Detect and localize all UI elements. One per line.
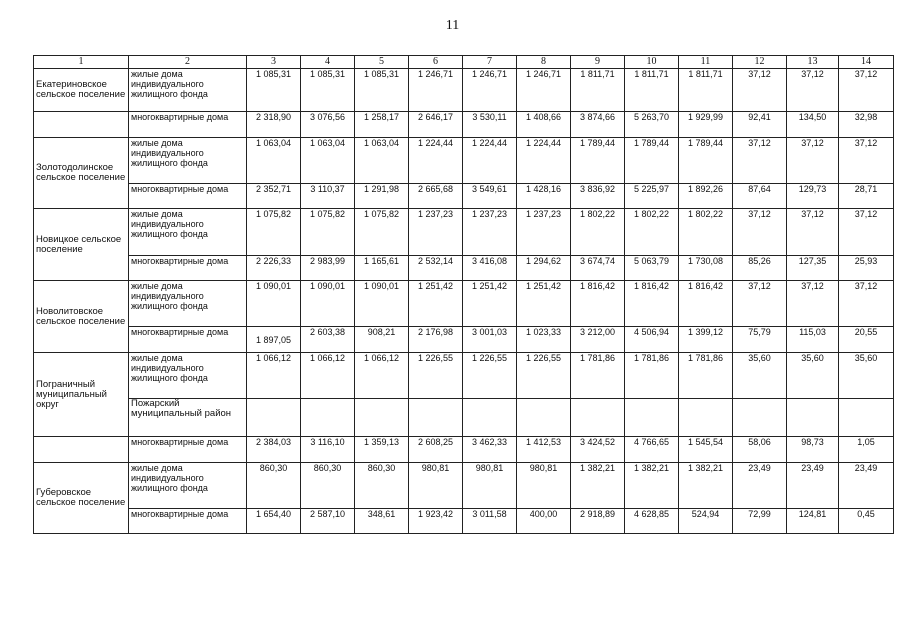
value-cell: 1 929,99 <box>679 112 733 138</box>
value-cell: 3 212,00 <box>571 327 625 353</box>
housing-type-cell: жилые дома индивидуального жилищного фонда <box>129 209 247 256</box>
value-cell <box>355 399 409 437</box>
value-cell: 1 802,22 <box>571 209 625 256</box>
column-header: 14 <box>839 56 894 69</box>
value-cell: 1 399,12 <box>679 327 733 353</box>
value-cell: 1 816,42 <box>625 281 679 327</box>
value-cell: 3 674,74 <box>571 256 625 281</box>
value-cell: 3 549,61 <box>463 184 517 209</box>
value-cell: 1 075,82 <box>355 209 409 256</box>
tariff-table <box>33 55 894 534</box>
value-cell: 2 665,68 <box>409 184 463 209</box>
column-header: 2 <box>129 56 247 69</box>
value-cell <box>679 399 733 437</box>
table-body <box>34 69 894 534</box>
housing-type-cell: жилые дома индивидуального жилищного фонда <box>129 138 247 184</box>
value-cell: 2 603,38 <box>301 327 355 353</box>
municipality-cell: Пожарский муниципальный район <box>129 399 247 437</box>
housing-type-cell: многоквартирные дома <box>129 184 247 209</box>
value-cell: 3 874,66 <box>571 112 625 138</box>
column-header: 1 <box>34 56 129 69</box>
value-cell: 3 076,56 <box>301 112 355 138</box>
value-cell: 23,49 <box>839 463 894 509</box>
value-cell: 2 352,71 <box>247 184 301 209</box>
value-cell: 37,12 <box>839 209 894 256</box>
value-cell: 980,81 <box>409 463 463 509</box>
municipality-cell <box>34 437 129 463</box>
column-header: 13 <box>787 56 839 69</box>
page-number: 11 <box>445 18 460 33</box>
value-cell: 3 116,10 <box>301 437 355 463</box>
value-cell: 1 063,04 <box>247 138 301 184</box>
value-cell: 5 063,79 <box>625 256 679 281</box>
column-header: 10 <box>625 56 679 69</box>
value-cell: 23,49 <box>787 463 839 509</box>
value-cell: 1,05 <box>839 437 894 463</box>
value-cell: 1 892,26 <box>679 184 733 209</box>
value-cell: 1 063,04 <box>301 138 355 184</box>
column-header: 8 <box>517 56 571 69</box>
value-cell: 1 258,17 <box>355 112 409 138</box>
value-cell: 1 246,71 <box>517 69 571 112</box>
column-header: 7 <box>463 56 517 69</box>
value-cell: 860,30 <box>355 463 409 509</box>
value-cell: 35,60 <box>787 353 839 399</box>
value-cell: 0,45 <box>839 509 894 534</box>
table-row <box>34 353 894 399</box>
value-cell <box>571 399 625 437</box>
value-cell: 1 066,12 <box>355 353 409 399</box>
value-cell: 1 654,40 <box>247 509 301 534</box>
table-row <box>34 437 894 463</box>
value-cell: 35,60 <box>839 353 894 399</box>
housing-type-cell: многоквартирные дома <box>129 256 247 281</box>
table-row <box>34 112 894 138</box>
value-cell: 860,30 <box>247 463 301 509</box>
value-cell: 1 811,71 <box>625 69 679 112</box>
column-header: 5 <box>355 56 409 69</box>
value-cell: 3 836,92 <box>571 184 625 209</box>
value-cell: 1 165,61 <box>355 256 409 281</box>
table-row <box>34 256 894 281</box>
value-cell: 1 090,01 <box>247 281 301 327</box>
value-cell <box>839 399 894 437</box>
value-cell: 1 897,05 <box>247 327 301 353</box>
value-cell: 2 226,33 <box>247 256 301 281</box>
value-cell: 72,99 <box>733 509 787 534</box>
value-cell: 28,71 <box>839 184 894 209</box>
value-cell: 524,94 <box>679 509 733 534</box>
value-cell: 1 226,55 <box>517 353 571 399</box>
value-cell: 87,64 <box>733 184 787 209</box>
value-cell: 37,12 <box>733 69 787 112</box>
value-cell: 1 382,21 <box>571 463 625 509</box>
value-cell: 37,12 <box>839 281 894 327</box>
value-cell: 3 001,03 <box>463 327 517 353</box>
column-header: 11 <box>679 56 733 69</box>
value-cell: 35,60 <box>733 353 787 399</box>
value-cell: 37,12 <box>733 281 787 327</box>
value-cell <box>787 399 839 437</box>
value-cell: 3 424,52 <box>571 437 625 463</box>
value-cell: 2 384,03 <box>247 437 301 463</box>
housing-type-cell: жилые дома индивидуального жилищного фонда <box>129 353 247 399</box>
value-cell: 1 063,04 <box>355 138 409 184</box>
column-header: 3 <box>247 56 301 69</box>
value-cell: 1 923,42 <box>409 509 463 534</box>
value-cell: 1 085,31 <box>301 69 355 112</box>
value-cell: 1 226,55 <box>463 353 517 399</box>
value-cell: 4 506,94 <box>625 327 679 353</box>
value-cell: 1 066,12 <box>301 353 355 399</box>
value-cell: 5 225,97 <box>625 184 679 209</box>
value-cell <box>517 399 571 437</box>
value-cell: 37,12 <box>787 138 839 184</box>
value-cell: 1 085,31 <box>355 69 409 112</box>
value-cell: 32,98 <box>839 112 894 138</box>
column-header: 12 <box>733 56 787 69</box>
value-cell: 348,61 <box>355 509 409 534</box>
value-cell <box>625 399 679 437</box>
value-cell: 3 011,58 <box>463 509 517 534</box>
municipality-cell: Губеровское сельское поселение <box>34 463 129 534</box>
table-row <box>34 327 894 353</box>
value-cell: 1 075,82 <box>301 209 355 256</box>
value-cell: 5 263,70 <box>625 112 679 138</box>
value-cell: 1 294,62 <box>517 256 571 281</box>
value-cell: 1 802,22 <box>625 209 679 256</box>
value-cell: 2 176,98 <box>409 327 463 353</box>
municipality-cell: Екатериновское сельское поселение <box>34 69 129 112</box>
table-row <box>34 184 894 209</box>
value-cell: 3 462,33 <box>463 437 517 463</box>
value-cell: 1 408,66 <box>517 112 571 138</box>
value-cell: 2 918,89 <box>571 509 625 534</box>
value-cell: 1 226,55 <box>409 353 463 399</box>
value-cell: 37,12 <box>733 138 787 184</box>
header-row <box>34 56 894 69</box>
value-cell: 908,21 <box>355 327 409 353</box>
value-cell: 1 730,08 <box>679 256 733 281</box>
value-cell: 1 359,13 <box>355 437 409 463</box>
value-cell: 1 382,21 <box>625 463 679 509</box>
value-cell: 1 066,12 <box>247 353 301 399</box>
value-cell: 1 545,54 <box>679 437 733 463</box>
municipality-cell: Новолитовское сельское поселение <box>34 281 129 353</box>
value-cell: 1 802,22 <box>679 209 733 256</box>
municipality-cell <box>34 112 129 138</box>
value-cell: 115,03 <box>787 327 839 353</box>
value-cell: 400,00 <box>517 509 571 534</box>
value-cell <box>409 399 463 437</box>
table-row <box>34 463 894 509</box>
value-cell: 3 110,37 <box>301 184 355 209</box>
value-cell: 1 085,31 <box>247 69 301 112</box>
value-cell: 1 246,71 <box>463 69 517 112</box>
municipality-cell: Золотодолинское сельское поселение <box>34 138 129 209</box>
value-cell: 4 628,85 <box>625 509 679 534</box>
value-cell: 1 237,23 <box>463 209 517 256</box>
housing-type-cell: многоквартирные дома <box>129 437 247 463</box>
value-cell: 2 608,25 <box>409 437 463 463</box>
value-cell: 58,06 <box>733 437 787 463</box>
value-cell: 1 789,44 <box>679 138 733 184</box>
value-cell: 75,79 <box>733 327 787 353</box>
value-cell: 1 781,86 <box>625 353 679 399</box>
municipality-cell: Новицкое сельское поселение <box>34 209 129 281</box>
value-cell: 3 530,11 <box>463 112 517 138</box>
value-cell: 1 075,82 <box>247 209 301 256</box>
value-cell: 1 789,44 <box>571 138 625 184</box>
table-row <box>34 399 894 437</box>
column-header: 9 <box>571 56 625 69</box>
housing-type-cell <box>247 399 301 437</box>
value-cell: 980,81 <box>517 463 571 509</box>
value-cell: 3 416,08 <box>463 256 517 281</box>
value-cell: 1 781,86 <box>571 353 625 399</box>
value-cell: 1 789,44 <box>625 138 679 184</box>
value-cell: 1 023,33 <box>517 327 571 353</box>
value-cell: 4 766,65 <box>625 437 679 463</box>
value-cell: 1 251,42 <box>409 281 463 327</box>
value-cell: 85,26 <box>733 256 787 281</box>
value-cell: 129,73 <box>787 184 839 209</box>
housing-type-cell: многоквартирные дома <box>129 509 247 534</box>
value-cell: 1 382,21 <box>679 463 733 509</box>
value-cell: 127,35 <box>787 256 839 281</box>
value-cell: 1 251,42 <box>463 281 517 327</box>
value-cell: 37,12 <box>787 69 839 112</box>
value-cell: 1 246,71 <box>409 69 463 112</box>
value-cell: 124,81 <box>787 509 839 534</box>
value-cell: 37,12 <box>839 69 894 112</box>
table-row <box>34 69 894 112</box>
value-cell: 2 318,90 <box>247 112 301 138</box>
value-cell <box>463 399 517 437</box>
value-cell: 37,12 <box>787 281 839 327</box>
value-cell: 1 237,23 <box>409 209 463 256</box>
value-cell: 860,30 <box>301 463 355 509</box>
municipality-cell: Пограничный муниципальный округ <box>34 353 129 437</box>
value-cell: 1 224,44 <box>517 138 571 184</box>
value-cell: 23,49 <box>733 463 787 509</box>
column-header: 4 <box>301 56 355 69</box>
value-cell: 1 224,44 <box>409 138 463 184</box>
value-cell: 134,50 <box>787 112 839 138</box>
value-cell: 37,12 <box>733 209 787 256</box>
value-cell: 1 412,53 <box>517 437 571 463</box>
value-cell: 1 811,71 <box>679 69 733 112</box>
value-cell: 1 816,42 <box>571 281 625 327</box>
value-cell: 37,12 <box>787 209 839 256</box>
value-cell: 1 224,44 <box>463 138 517 184</box>
table-row <box>34 138 894 184</box>
value-cell: 980,81 <box>463 463 517 509</box>
value-cell: 1 291,98 <box>355 184 409 209</box>
value-cell: 2 646,17 <box>409 112 463 138</box>
value-cell: 20,55 <box>839 327 894 353</box>
housing-type-cell: многоквартирные дома <box>129 327 247 353</box>
value-cell: 2 983,99 <box>301 256 355 281</box>
value-cell: 1 811,71 <box>571 69 625 112</box>
value-cell: 1 428,16 <box>517 184 571 209</box>
value-cell: 25,93 <box>839 256 894 281</box>
value-cell: 1 251,42 <box>517 281 571 327</box>
value-cell: 92,41 <box>733 112 787 138</box>
value-cell: 1 781,86 <box>679 353 733 399</box>
value-cell <box>733 399 787 437</box>
housing-type-cell: жилые дома индивидуального жилищного фонда <box>129 69 247 112</box>
value-cell: 1 237,23 <box>517 209 571 256</box>
value-cell: 2 532,14 <box>409 256 463 281</box>
value-cell: 2 587,10 <box>301 509 355 534</box>
housing-type-cell: жилые дома индивидуального жилищного фонда <box>129 463 247 509</box>
table-row <box>34 281 894 327</box>
value-cell: 1 090,01 <box>355 281 409 327</box>
housing-type-cell: жилые дома индивидуального жилищного фонда <box>129 281 247 327</box>
value-cell: 1 090,01 <box>301 281 355 327</box>
table-row <box>34 209 894 256</box>
value-cell <box>301 399 355 437</box>
value-cell: 37,12 <box>839 138 894 184</box>
value-cell: 1 816,42 <box>679 281 733 327</box>
value-cell: 98,73 <box>787 437 839 463</box>
column-header: 6 <box>409 56 463 69</box>
table-row <box>34 509 894 534</box>
housing-type-cell: многоквартирные дома <box>129 112 247 138</box>
